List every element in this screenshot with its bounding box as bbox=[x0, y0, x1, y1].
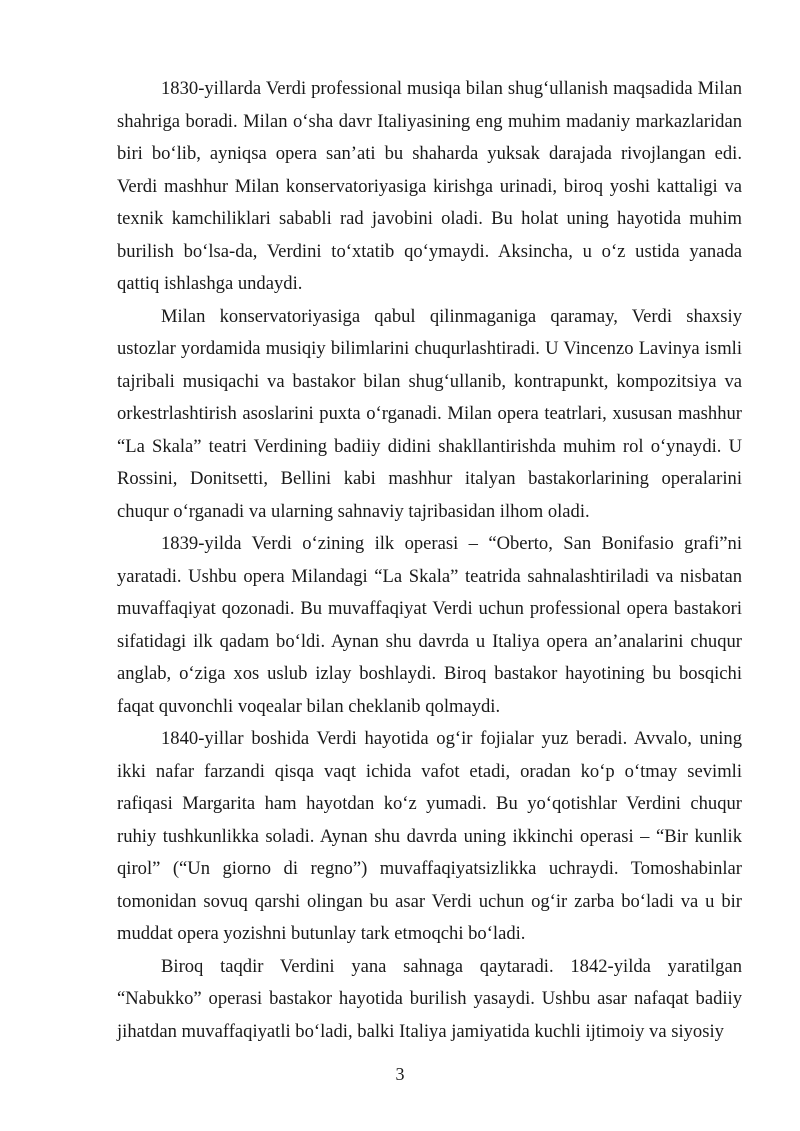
paragraph: Biroq taqdir Verdini yana sahnaga qaytaradi. 1842-yilda yaratilgan “Nabukko” operasi bastakor hayotida burilish yasaydi. Ushbu asar nafaqat badiiy jihatdan muvaffaqiyatli bo‘ladi, balki Italiya jamiyatida kuchli ijtimoiy va siyosiy bbox=[117, 955, 742, 1042]
paragraph: 1840-yillar boshida Verdi hayotida og‘ir fojialar yuz beradi. Avvalo, uning ikki nafar farzandi qisqa vaqt ichida vafot etadi, oradan ko‘p o‘tmay sevimli rafiqasi Margarita ham hayotdan ko‘z yumadi. Bu yo‘qotishlar Verdini chuqur ruhiy tushkunlikka soladi. Aynan shu davrda uning ikkinchi operasi – “Bir kunlik qirol” (“Un giorno di regno”) muvaffaqiyatsizlikka uchraydi. Tomoshabinlar tomonidan sovuq qarshi olingan bu asar Verdi uchun og‘ir zarba bo‘ladi va u bir muddat opera yozishni butunlay tark etmoqchi bo‘ladi. bbox=[117, 728, 742, 944]
page-body bbox=[117, 73, 742, 1048]
paragraph: 1830-yillarda Verdi professional musiqa bilan shug‘ullanish maqsadida Milan shahriga boradi. Milan o‘sha davr Italiyasining eng muhim madaniy markazlaridan biri bo‘lib, ayniqsa opera san’ati bu shaharda yuksak darajada rivojlangan edi. Verdi mashhur Milan konservatoriyasiga kirishga urinadi, biroq yoshi kattaligi va texnik kamchiliklari sababli rad javobini oladi. Bu holat uning hayotida muhim burilish bo‘lsa-da, Verdini to‘xtatib qo‘ymaydi. Aksincha, u o‘z ustida yanada qattiq ishlashga undaydi. bbox=[117, 78, 742, 294]
paragraph: 1839-yilda Verdi o‘zining ilk operasi – “Oberto, San Bonifasio grafi”ni yaratadi. Ushbu opera Milandagi “La Skala” teatrida sahnalashtiriladi va nisbatan muvaffaqiyat qozonadi. Bu muvaffaqiyat Verdi uchun professional opera bastakori sifatidagi ilk qadam bo‘ldi. Aynan shu davrda u Italiya opera an’analarini chuqur anglab, o‘ziga xos uslub izlay boshlaydi. Biroq bastakor hayotining bu bosqichi faqat quvonchli voqealar bilan cheklanib qolmaydi. bbox=[117, 533, 742, 717]
paragraph: Milan konservatoriyasiga qabul qilinmaganiga qaramay, Verdi shaxsiy ustozlar yordamida musiqiy bilimlarini chuqurlashtiradi. U Vincenzo Lavinya ismli tajribali musiqachi va bastakor bilan shug‘ullanib, kontrapunkt, kompozitsiya va orkestrlashtirish asoslarini puxta o‘rganadi. Milan opera teatrlari, xususan mashhur “La Skala” teatri Verdining badiiy didini shakllantirishda muhim rol o‘ynaydi. U Rossini, Donitsetti, Bellini kabi mashhur italyan bastakorlarining operalarini chuqur o‘rganadi va ularning sahnaviy tajribasidan ilhom oladi. bbox=[117, 305, 742, 522]
page-number: 3 bbox=[395, 1064, 405, 1084]
